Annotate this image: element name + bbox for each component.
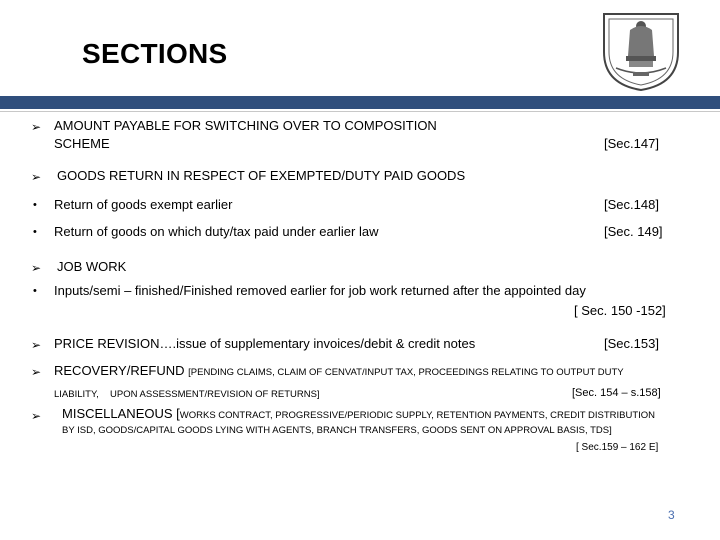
dot-bullet-icon: • [33,226,37,238]
item-detail: WORKS CONTRACT, PROGRESSIVE/PERIODIC SUPPLY, RETENTION PAYMENTS, CREDIT DISTRIBUTION [179,410,656,421]
item-text [54,363,624,381]
arrow-bullet-icon: ➢ [31,338,42,352]
item-detail: [PENDING CLAIMS, CLAIM OF CENVAT/INPUT TAX, PROCEEDINGS RELATING TO OUTPUT DUTY [188,367,624,378]
item-text: PRICE REVISION….issue of supplementary invoices/debit & credit notes [54,336,476,351]
section-ref: [Sec.153] [604,336,659,351]
arrow-bullet-icon: ➢ [31,120,42,134]
item-detail-line2: BY ISD, GOODS/CAPITAL GOODS LYING WITH AGENTS, BRANCH TRANSFERS, GOODS SENT ON APPROVAL BASIS, TDS] [62,425,612,436]
item-detail-line2a: LIABILITY, [54,389,99,400]
section-ref: [Sec. 149] [604,224,663,239]
item-text [62,406,655,424]
section-ref: [Sec.148] [604,197,659,212]
arrow-bullet-icon: ➢ [31,365,42,379]
item-text: GOODS RETURN IN RESPECT OF EXEMPTED/DUTY PAID GOODS [57,168,466,183]
section-ref: [Sec. 154 – s.158] [572,387,661,399]
page-number: 3 [668,508,675,522]
list-item-recovery [0,363,720,403]
item-text: Return of goods exempt earlier [54,197,233,212]
arrow-bullet-icon: ➢ [31,170,42,184]
header-divider-bar [0,96,720,109]
item-text-line1: AMOUNT PAYABLE FOR SWITCHING OVER TO COMPOSITION [54,118,437,133]
section-ref: [ Sec. 150 -152] [574,303,666,318]
item-title: RECOVERY/REFUND [54,363,185,378]
item-text: Return of goods on which duty/tax paid under earlier law [54,224,379,239]
ashoka-emblem-seal-icon [596,10,686,92]
item-text: JOB WORK [57,259,127,274]
list-item-misc [0,406,720,456]
item-text-line2: SCHEME [54,136,110,151]
dot-bullet-icon: • [33,199,37,211]
section-ref: [Sec.147] [604,136,659,151]
section-ref: [ Sec.159 – 162 E] [576,442,659,453]
arrow-bullet-icon: ➢ [31,409,42,423]
page-title: SECTIONS [82,38,228,69]
list-item-composition [0,118,720,152]
list-item-inputs [0,283,720,319]
dot-bullet-icon: • [33,285,37,297]
item-detail-line2b: UPON ASSESSMENT/REVISION OF RETURNS] [110,389,320,400]
item-text: Inputs/semi – finished/Finished removed earlier for job work returned after the appointed day [54,283,586,298]
item-title: MISCELLANEOUS [ [62,406,180,421]
arrow-bullet-icon: ➢ [31,261,42,275]
header-divider-line [0,111,720,112]
